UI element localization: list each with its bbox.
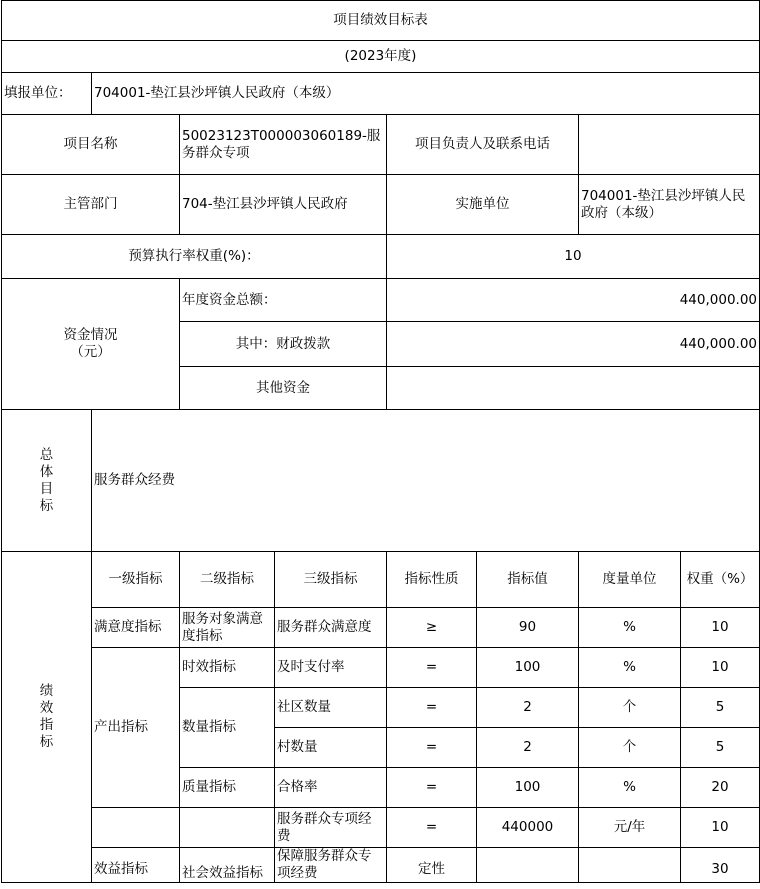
nature-cell: = — [387, 728, 477, 768]
unit-label: 填报单位： — [2, 73, 92, 115]
funds-other-label: 其他资金 — [180, 367, 387, 410]
level3-cell: 服务群众满意度 — [275, 608, 387, 648]
funds-total-value: 440,000.00 — [387, 279, 760, 322]
unit-cell — [579, 848, 681, 883]
level3-cell: 及时支付率 — [275, 648, 387, 688]
dept-label: 主管部门 — [2, 175, 180, 235]
weight-cell: 10 — [681, 608, 760, 648]
level3-cell: 村数量 — [275, 728, 387, 768]
value-cell: 2 — [477, 688, 579, 728]
funds-label-text: 资金情况（元） — [63, 327, 118, 360]
unit-cell: % — [579, 768, 681, 808]
level3-cell: 服务群众专项经费 — [275, 808, 387, 848]
impl-label: 实施单位 — [387, 175, 579, 235]
nature-cell: = — [387, 768, 477, 808]
nature-cell: ≥ — [387, 608, 477, 648]
project-contact-value — [579, 115, 760, 175]
nature-cell: = — [387, 648, 477, 688]
header-level2: 二级指标 — [180, 552, 275, 608]
level2-timeliness: 时效指标 — [180, 648, 275, 688]
level2-empty — [180, 808, 275, 848]
funds-total-label: 年度资金总额： — [180, 279, 387, 322]
budget-weight-label: 预算执行率权重(%)： — [2, 235, 387, 279]
dept-value: 704-垫江县沙坪镇人民政府 — [180, 175, 387, 235]
level3-cell: 社区数量 — [275, 688, 387, 728]
table-row — [2, 848, 760, 883]
header-level3: 三级指标 — [275, 552, 387, 608]
weight-cell: 10 — [681, 648, 760, 688]
header-value: 指标值 — [477, 552, 579, 608]
weight-cell: 20 — [681, 768, 760, 808]
value-cell — [477, 848, 579, 883]
table-row — [2, 648, 760, 688]
project-name-label: 项目名称 — [2, 115, 180, 175]
weight-cell: 10 — [681, 808, 760, 848]
level2-quality: 质量指标 — [180, 768, 275, 808]
weight-cell: 5 — [681, 688, 760, 728]
goal-text: 服务群众经费 — [92, 410, 760, 552]
funds-other-value — [387, 367, 760, 410]
nature-cell: = — [387, 808, 477, 848]
header-weight: 权重（%） — [681, 552, 760, 608]
level3-cell: 保障服务群众专项经费 — [275, 848, 387, 883]
unit-cell: 个 — [579, 688, 681, 728]
level2-service-satisfaction: 服务对象满意度指标 — [180, 608, 275, 648]
project-contact-label: 项目负责人及联系电话 — [387, 115, 579, 175]
funds-fiscal-label: 其中：财政拨款 — [180, 322, 387, 367]
unit-cell: % — [579, 648, 681, 688]
unit-cell: 个 — [579, 728, 681, 768]
unit-cell: % — [579, 608, 681, 648]
level2-quantity: 数量指标 — [180, 688, 275, 768]
impl-value: 704001-垫江县沙坪镇人民政府（本级） — [579, 175, 760, 235]
performance-goal-table — [1, 0, 760, 883]
level2-social-benefit: 社会效益指标 — [180, 848, 275, 883]
funds-label — [2, 279, 180, 410]
weight-cell: 30 — [681, 848, 760, 883]
year-label: (2023年度) — [2, 41, 760, 73]
unit-value: 704001-垫江县沙坪镇人民政府（本级） — [92, 73, 760, 115]
indicators-label-text: 绩效指标 — [39, 683, 54, 750]
value-cell: 440000 — [477, 808, 579, 848]
table-row — [2, 608, 760, 648]
indicators-label — [2, 552, 92, 883]
weight-cell: 5 — [681, 728, 760, 768]
level1-benefit: 效益指标 — [92, 848, 180, 883]
value-cell: 100 — [477, 768, 579, 808]
level1-empty — [92, 808, 180, 848]
header-nature: 指标性质 — [387, 552, 477, 608]
value-cell: 90 — [477, 608, 579, 648]
goal-label — [2, 410, 92, 552]
table-row — [2, 808, 760, 848]
page-title: 项目绩效目标表 — [2, 1, 760, 41]
goal-label-text: 总体目标 — [39, 446, 54, 514]
unit-cell: 元/年 — [579, 808, 681, 848]
header-unit: 度量单位 — [579, 552, 681, 608]
nature-cell: = — [387, 688, 477, 728]
level1-output: 产出指标 — [92, 648, 180, 808]
value-cell: 2 — [477, 728, 579, 768]
level1-satisfaction: 满意度指标 — [92, 608, 180, 648]
nature-cell: 定性 — [387, 848, 477, 883]
value-cell: 100 — [477, 648, 579, 688]
project-name-value: 50023123T000003060189-服务群众专项 — [180, 115, 387, 175]
header-level1: 一级指标 — [92, 552, 180, 608]
budget-weight-value: 10 — [387, 235, 760, 279]
funds-fiscal-value: 440,000.00 — [387, 322, 760, 367]
level3-cell: 合格率 — [275, 768, 387, 808]
